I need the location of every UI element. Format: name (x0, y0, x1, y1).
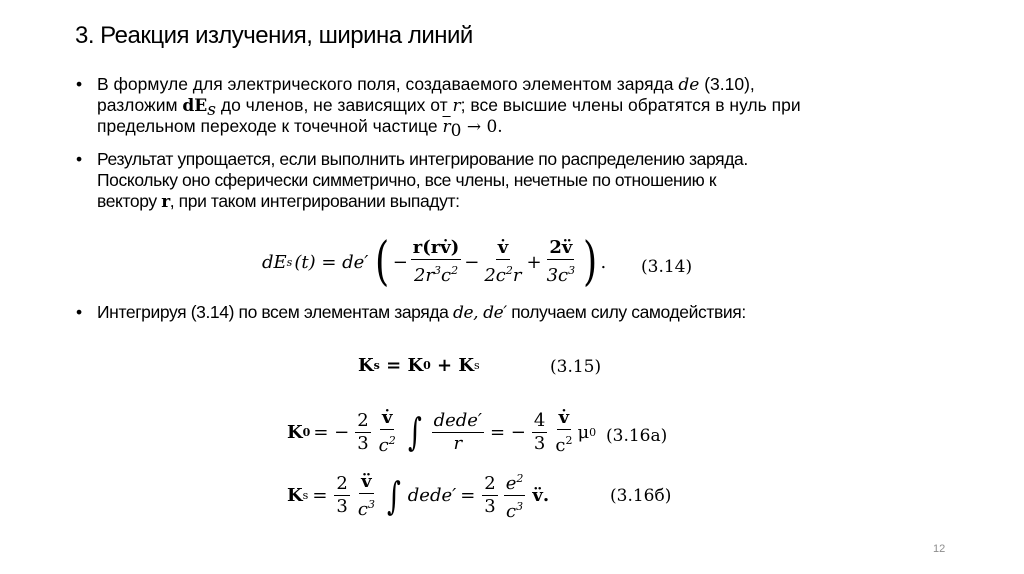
bullet-dot: • (76, 74, 83, 94)
integral-sign: ∫ (407, 410, 422, 454)
bullet-2-line-1: Результат упрощается, если выполнить интегрирование по распределению заряда. (97, 149, 748, 169)
equation-3-14: dE s (t) = de′ ( − $\frac{r(rv̇)}{2r^3c^2}$ − $\frac{v̇}{2c^2r}$ + $\frac{2v̈}{3c^3}$ ) . (262, 232, 607, 292)
equation-number-3-16a: (3.16a) (606, 426, 668, 446)
bullet-1-line-2: разложим $dE_s$ до членов, не зависящих от r; все высшие члены обратятся в нуль при (97, 95, 801, 120)
slide-title: 3. Реакция излучения, ширина линий (75, 22, 473, 49)
integral-sign: ∫ (386, 473, 401, 518)
bullet-dot: • (76, 302, 82, 322)
fraction: $\frac{2v̈}{3c^3}$ (546, 237, 576, 286)
equation-number-3-14: (3.14) (641, 257, 693, 277)
equation-3-16b: K s = $\frac{2}{3}$ $\frac{v̈}{c^3}$ ∫ dede′ = $\frac{2}{3}$ $\frac{e^2}{c^3}$ v̈. (287, 468, 549, 523)
bullet-3-line-1: Интегрируя (3.14) по всем элементам заряда de, de′ получаем силу самодействия: (97, 302, 746, 323)
equation-3-16a: K 0 = − $\frac{2}{3}$ $\frac{v̇}{c^2}$ ∫ $\frac{\text{dede′}}{r}$ = − $\frac{4}{3}$ $\frac{v̇}{c^2}$ μ 0 (287, 407, 597, 456)
bullet-dot: • (76, 149, 82, 169)
page-number: 12 (933, 543, 946, 555)
equation-number-3-16b: (3.16б) (610, 486, 672, 506)
equation-3-15: K s = K 0 + K s (358, 355, 480, 376)
fraction: $\frac{r(rv̇)}{2r^3c^2}$ (412, 237, 460, 286)
equation-number-3-15: (3.15) (550, 357, 602, 377)
bullet-1-line-3: предельном переходе к точечной частице $\overline{r}_0 \to 0$. (97, 116, 503, 141)
bullet-1-line-1: В формуле для электрического поля, создаваемого элементом заряда de (3.10), (97, 74, 755, 95)
bullet-2-line-2: Поскольку оно сферически симметрично, все члены, нечетные по отношению к (97, 170, 717, 190)
bullet-2-line-3: вектору r, при таком интегрировании выпадут: (97, 191, 460, 212)
fraction: $\frac{v̇}{2c^2r}$ (484, 237, 522, 286)
